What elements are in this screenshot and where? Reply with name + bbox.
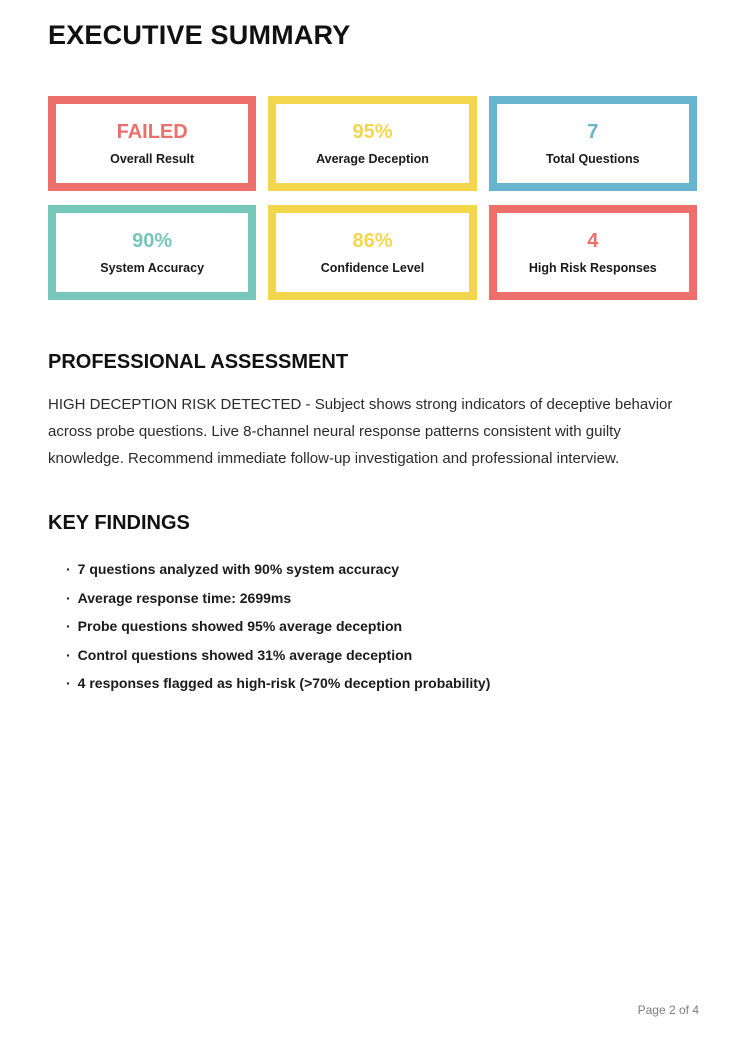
page-number: Page 2 of 4 bbox=[637, 1003, 699, 1017]
bullet-icon: · bbox=[66, 675, 71, 691]
stat-cards-grid bbox=[48, 96, 697, 300]
key-findings-section bbox=[48, 512, 697, 698]
professional-assessment-body: HIGH DECEPTION RISK DETECTED - Subject shows strong indicators of deceptive behavior across probe questions. Live 8-channel neural response patterns consistent with guilty knowledge. Recommend immediate follow-up investigation and professional interview. bbox=[48, 396, 673, 467]
stat-card bbox=[48, 205, 256, 300]
bullet-icon: · bbox=[66, 618, 71, 634]
stat-card bbox=[489, 96, 697, 191]
stat-card-label: Average Deception bbox=[316, 152, 429, 166]
stat-card-value: 86% bbox=[352, 230, 393, 252]
stat-card-value: 90% bbox=[132, 230, 173, 252]
stat-card-value: 4 bbox=[587, 230, 599, 252]
key-finding-item bbox=[66, 555, 697, 584]
stat-card-label: Total Questions bbox=[546, 152, 640, 166]
stat-card-label: Confidence Level bbox=[320, 261, 425, 275]
key-finding-text: Probe questions showed 95% average deception bbox=[77, 618, 403, 634]
key-finding-item bbox=[66, 641, 697, 670]
stat-card-label: High Risk Responses bbox=[528, 261, 657, 275]
stat-card-label: Overall Result bbox=[110, 152, 195, 166]
key-findings-list bbox=[48, 555, 697, 698]
page-title: EXECUTIVE SUMMARY bbox=[48, 20, 351, 50]
key-finding-text: Control questions showed 31% average deception bbox=[77, 646, 413, 663]
stat-card-value: FAILED bbox=[116, 121, 188, 143]
key-finding-item bbox=[66, 612, 697, 641]
bullet-icon: · bbox=[66, 646, 71, 663]
stat-card-value: 7 bbox=[587, 121, 599, 143]
stat-card bbox=[268, 96, 476, 191]
bullet-icon: · bbox=[66, 561, 71, 577]
key-finding-text: Average response time: 2699ms bbox=[77, 589, 292, 606]
key-finding-text: 7 questions analyzed with 90% system accuracy bbox=[77, 561, 400, 577]
key-findings-heading: KEY FINDINGS bbox=[48, 512, 190, 534]
stat-card bbox=[268, 205, 476, 300]
key-finding-item bbox=[66, 584, 697, 613]
bullet-icon: · bbox=[66, 589, 71, 606]
stat-card bbox=[48, 96, 256, 191]
stat-card-value: 95% bbox=[352, 121, 393, 143]
stat-card-label: System Accuracy bbox=[100, 261, 205, 275]
stat-card bbox=[489, 205, 697, 300]
key-finding-item bbox=[66, 669, 697, 698]
key-finding-text: 4 responses flagged as high-risk (>70% deception probability) bbox=[77, 675, 491, 691]
professional-assessment-section bbox=[48, 351, 697, 472]
professional-assessment-heading: PROFESSIONAL ASSESSMENT bbox=[48, 351, 349, 373]
